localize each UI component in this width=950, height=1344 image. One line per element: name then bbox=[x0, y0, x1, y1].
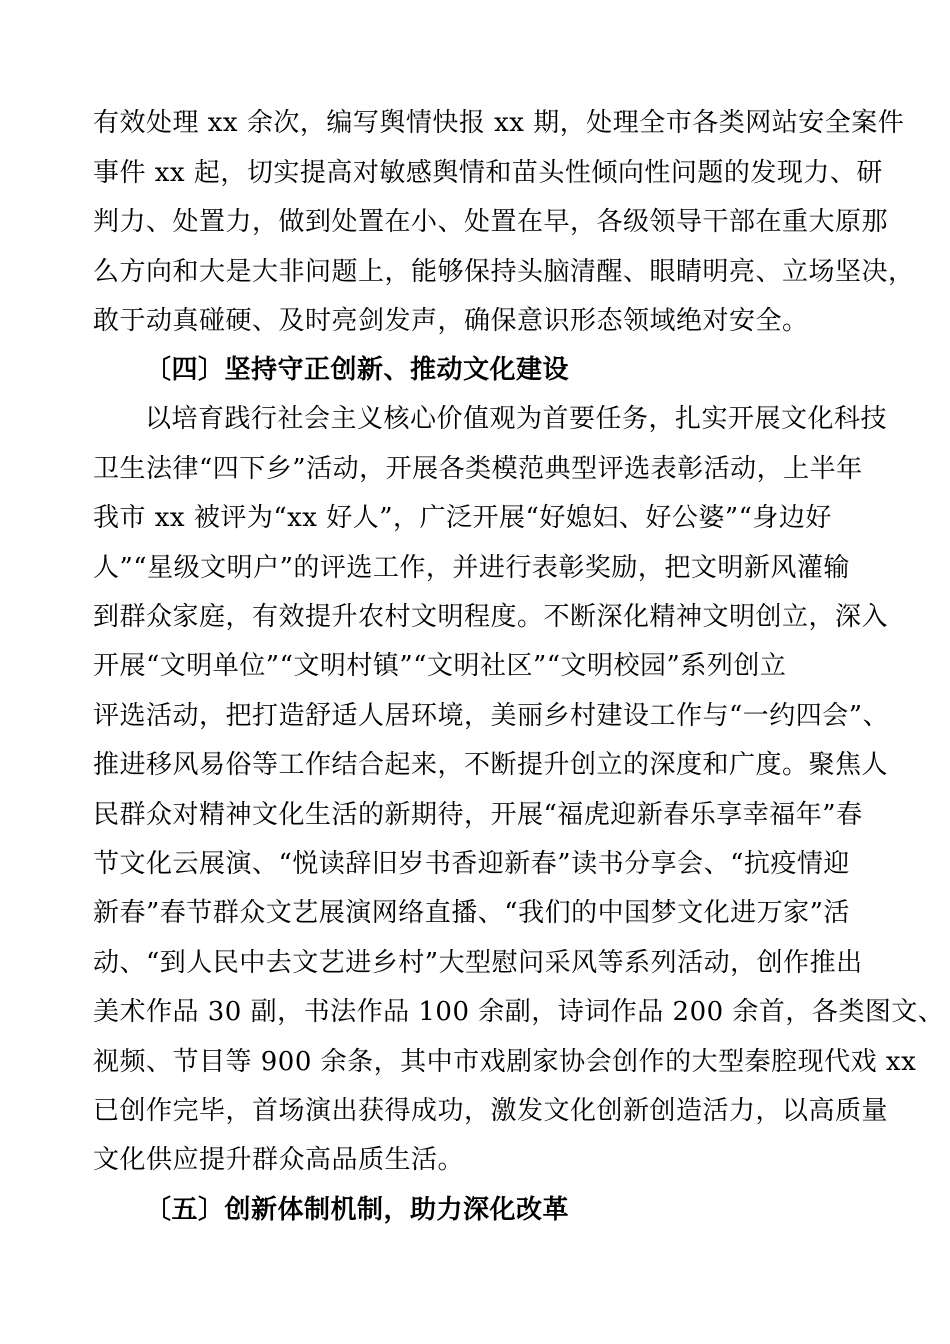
paragraph-line: 以培育践行社会主义核心价值观为首要任务，扎实开展文化科技 bbox=[145, 404, 888, 434]
paragraph-line: 节文化云展演、“悦读辞旧岁书香迎新春”读书分享会、“抗疫情迎 bbox=[93, 849, 850, 879]
paragraph-line: 动、“到人民中去文艺进乡村”大型慰问采风等系列活动，创作推出 bbox=[93, 948, 863, 978]
section-heading-4: 〔四〕坚持守正创新、推动文化建设 bbox=[145, 355, 570, 385]
paragraph-line: 么方向和大是大非问题上，能够保持头脑清醒、眼睛明亮、立场坚决， bbox=[93, 257, 915, 287]
paragraph-line: 民群众对精神文化生活的新期待，开展“福虎迎新春乐享幸福年”春 bbox=[93, 800, 863, 830]
paragraph-line: 推进移风易俗等工作结合起来，不断提升创立的深度和广度。聚焦人 bbox=[93, 750, 889, 780]
paragraph-line: 美术作品 30 副，书法作品 100 余副，诗词作品 200 余首，各类图文、 bbox=[93, 997, 945, 1027]
paragraph-line: 判力、处置力，做到处置在小、处置在早，各级领导干部在重大原那 bbox=[93, 207, 889, 237]
paragraph-line: 文化供应提升群众高品质生活。 bbox=[93, 1145, 465, 1175]
section-heading-5: 〔五〕创新体制机制，助力深化改革 bbox=[145, 1195, 570, 1225]
paragraph-line: 评选活动，把打造舒适人居环境，美丽乡村建设工作与“一约四会”、 bbox=[93, 701, 890, 731]
paragraph-line: 已创作完毕，首场演出获得成功，激发文化创新创造活力，以高质量 bbox=[93, 1096, 889, 1126]
paragraph-line: 到群众家庭，有效提升农村文明程度。不断深化精神文明创立，深入 bbox=[93, 602, 889, 632]
paragraph-line: 卫生法律“四下乡”活动，开展各类模范典型评选表彰活动，上半年 bbox=[93, 454, 863, 484]
paragraph-line: 新春”春节群众文艺展演网络直播、“我们的中国梦文化进万家”活 bbox=[93, 898, 850, 928]
paragraph-line: 人”“星级文明户”的评选工作，并进行表彰奖励，把文明新风灌输 bbox=[93, 553, 850, 583]
paragraph-line: 有效处理 xx 余次，编写舆情快报 xx 期，处理全市各类网站安全案件 bbox=[93, 108, 905, 138]
paragraph-line: 开展“文明单位”“文明村镇”“文明社区”“文明校园”系列创立 bbox=[93, 651, 787, 681]
paragraph-line: 事件 xx 起，切实提高对敏感舆情和苗头性倾向性问题的发现力、研 bbox=[93, 158, 883, 188]
paragraph-line: 敢于动真碰硬、及时亮剑发声，确保意识形态领域绝对安全。 bbox=[93, 306, 809, 336]
paragraph-line: 我市 xx 被评为“xx 好人”，广泛开展“好媳妇、好公婆”“身边好 bbox=[93, 503, 832, 533]
paragraph-line: 视频、节目等 900 余条，其中市戏剧家协会创作的大型秦腔现代戏 xx bbox=[93, 1047, 917, 1077]
